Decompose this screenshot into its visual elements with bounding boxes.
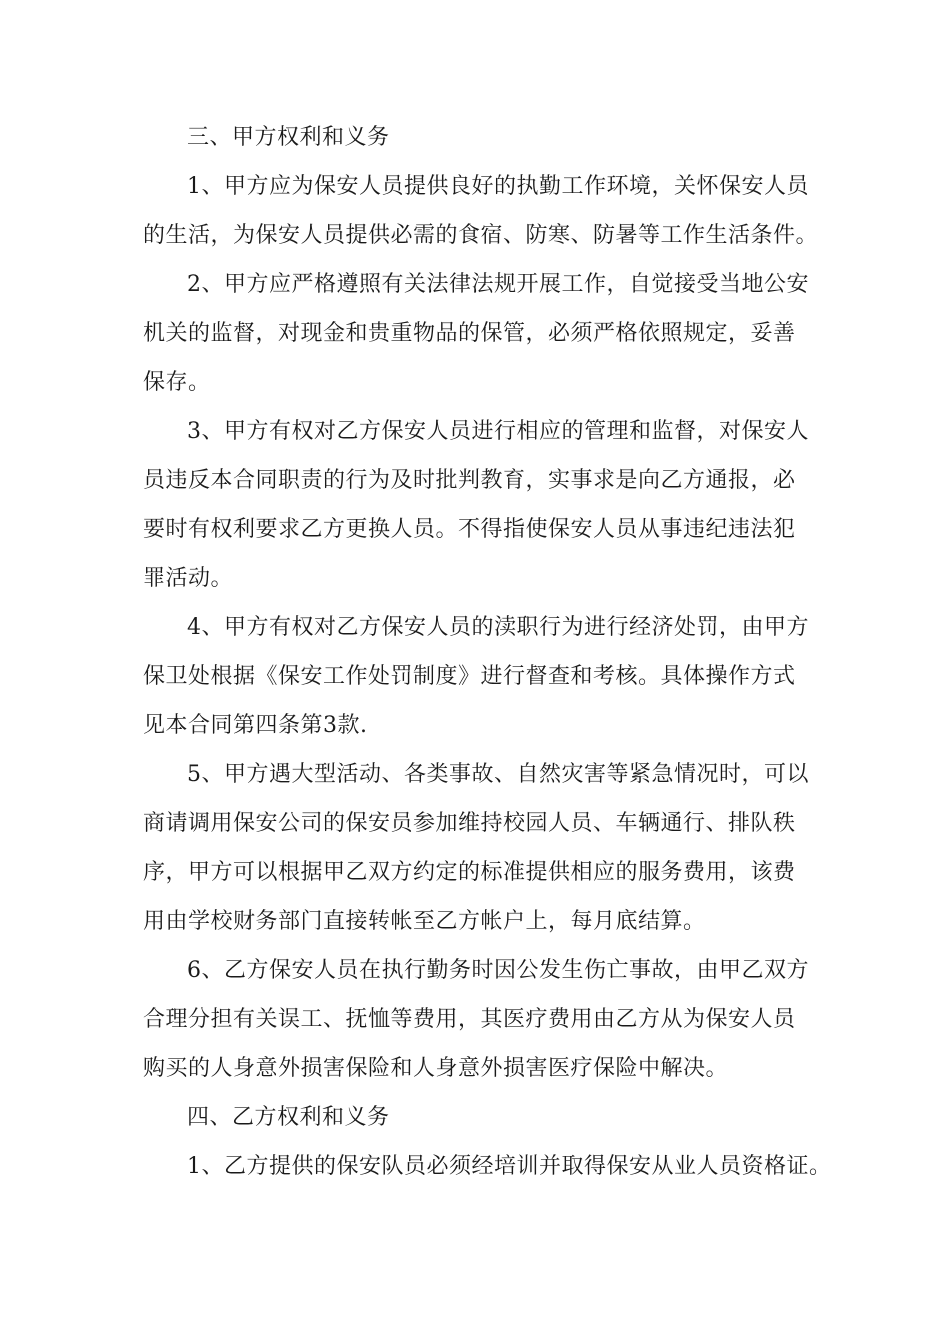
text-line: 的生活，为保安人员提供必需的食宿、防寒、防暑等工作生活条件。 bbox=[143, 223, 819, 248]
section-heading-party-a: 三、甲方权利和义务 bbox=[187, 125, 390, 150]
text-line: 4、甲方有权对乙方保安人员的渎职行为进行经济处罚，由甲方 bbox=[187, 615, 809, 640]
text-line: 1、甲方应为保安人员提供良好的执勤工作环境，关怀保安人员 bbox=[187, 174, 809, 199]
text-line: 保存。 bbox=[143, 370, 211, 395]
text-line: 6、乙方保安人员在执行勤务时因公发生伤亡事故，由甲乙双方 bbox=[187, 958, 809, 983]
section-heading-party-b: 四、乙方权利和义务 bbox=[187, 1105, 390, 1130]
text-line: 罪活动。 bbox=[143, 566, 234, 591]
text-line: 机关的监督，对现金和贵重物品的保管，必须严格依照规定，妥善 bbox=[143, 321, 796, 346]
document-body bbox=[143, 113, 833, 1191]
text-line: 5、甲方遇大型活动、各类事故、自然灾害等紧急情况时，可以 bbox=[187, 762, 809, 787]
text-line: 1、乙方提供的保安队员必须经培训并取得保安从业人员资格证。 bbox=[187, 1154, 832, 1179]
text-line: 2、甲方应严格遵照有关法律法规开展工作，自觉接受当地公安 bbox=[187, 272, 809, 297]
text-line: 保卫处根据《保安工作处罚制度》进行督查和考核。具体操作方式 bbox=[143, 664, 796, 689]
text-line: 要时有权利要求乙方更换人员。不得指使保安人员从事违纪违法犯 bbox=[143, 517, 796, 542]
text-line: 用由学校财务部门直接转帐至乙方帐户上，每月底结算。 bbox=[143, 909, 706, 934]
text-line: 合理分担有关误工、抚恤等费用，其医疗费用由乙方从为保安人员 bbox=[143, 1007, 796, 1032]
text-line: 3、甲方有权对乙方保安人员进行相应的管理和监督，对保安人 bbox=[187, 419, 809, 444]
text-line: 员违反本合同职责的行为及时批判教育，实事求是向乙方通报，必 bbox=[143, 468, 796, 493]
text-line: 序，甲方可以根据甲乙双方约定的标准提供相应的服务费用，该费 bbox=[143, 860, 796, 885]
text-line: 商请调用保安公司的保安员参加维持校园人员、车辆通行、排队秩 bbox=[143, 811, 796, 836]
text-line: 见本合同第四条第3款. bbox=[143, 713, 368, 738]
text-line: 购买的人身意外损害保险和人身意外损害医疗保险中解决。 bbox=[143, 1056, 729, 1081]
